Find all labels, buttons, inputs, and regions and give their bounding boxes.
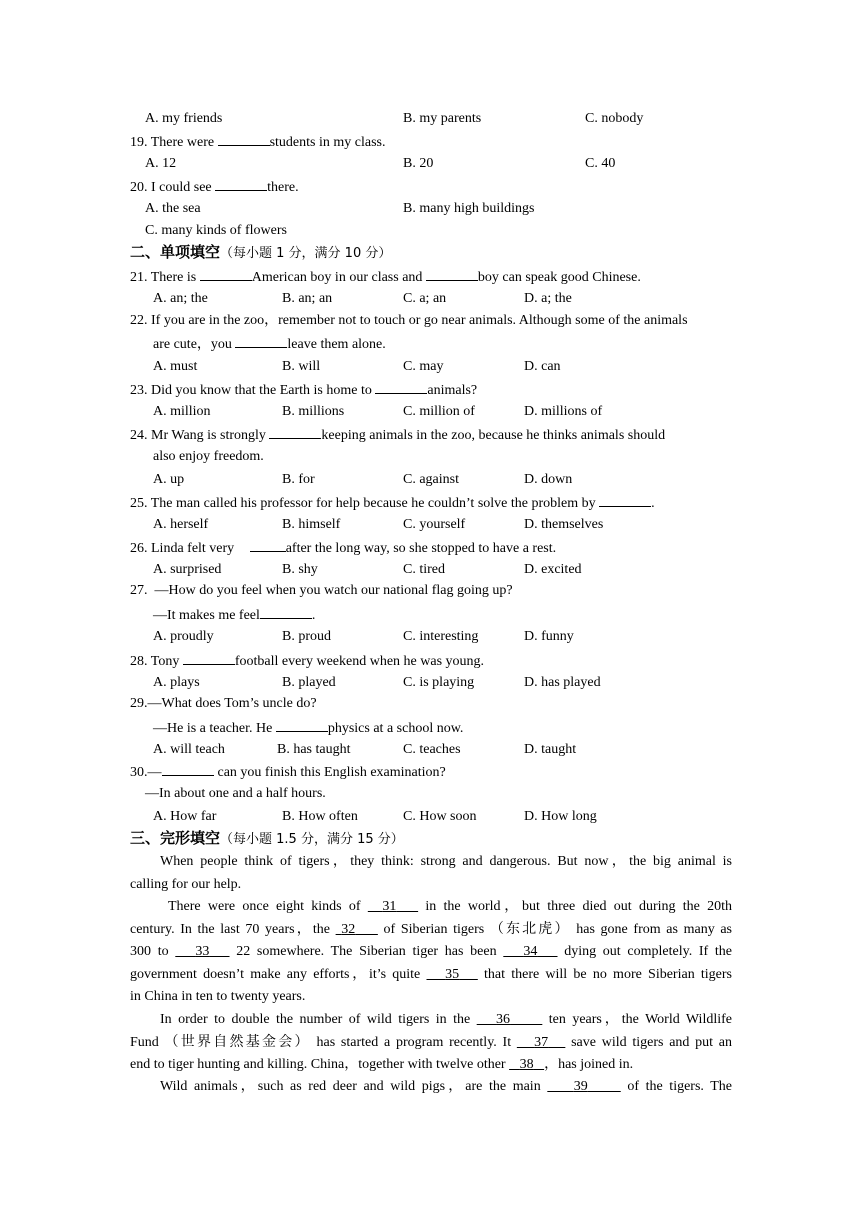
q28-stem — [130, 651, 484, 671]
passage-line — [130, 1076, 732, 1099]
q29-stem-text: —He is a teacher. He — [153, 721, 276, 736]
q28-option-c: C. is playing — [403, 675, 475, 690]
cloze-blank-36 — [477, 1012, 543, 1027]
q20-stem — [130, 177, 299, 197]
q24-stem-line1 — [130, 425, 665, 445]
passage-text: Wild animals，such as red deer and wild pigs，are the main — [160, 1079, 548, 1094]
q28-option-a: A. plays — [153, 675, 200, 690]
q18-option-c: C. nobody — [585, 111, 644, 126]
q21-stem-text: American boy in our class and — [251, 270, 426, 285]
q25-option-c: C. yourself — [403, 517, 466, 532]
passage-paragraph-4 — [130, 1076, 732, 1099]
q22-stem-line2 — [153, 334, 386, 354]
q29-option-b: B. has taught — [277, 742, 351, 757]
q21-stem-text: 21. There is — [130, 270, 200, 285]
q24-stem-text: keeping animals in the zoo, because he thinks animals should — [321, 428, 666, 443]
q19-stem-text: 19. There were — [130, 135, 218, 150]
passage-line — [130, 1032, 732, 1055]
q26-option-c: C. tired — [403, 562, 445, 577]
q22-option-d: D. can — [524, 359, 561, 374]
q21-option-d: D. a; the — [524, 291, 572, 306]
q30-stem-text: 30.— — [130, 765, 162, 780]
q27-option-a: A. proudly — [153, 629, 214, 644]
answer-blank — [183, 651, 235, 665]
q29-stem-text: physics at a school now. — [327, 721, 464, 736]
answer-blank — [250, 538, 286, 552]
q27-option-d: D. funny — [524, 629, 574, 644]
q24-stem-text: 24. Mr Wang is strongly — [130, 428, 270, 443]
q30-stem-line1 — [130, 762, 446, 782]
q20-option-a: A. the sea — [145, 201, 201, 216]
answer-blank — [218, 132, 270, 146]
q19-stem — [130, 132, 385, 152]
passage-line — [130, 1009, 732, 1032]
q28-stem-text: 28. Tony — [130, 654, 183, 669]
q19-option-c: C. 40 — [585, 156, 616, 171]
q30-option-b: B. How often — [282, 809, 358, 824]
blank-number: 33 — [195, 944, 210, 959]
passage-text: of Siberian tigers （东北虎） has gone from as many as — [377, 921, 733, 937]
q29-stem-line1: 29.—What does Tom’s uncle do? — [130, 696, 317, 711]
section-2-heading — [130, 242, 391, 264]
q27-option-b: B. proud — [282, 629, 331, 644]
passage-line — [130, 896, 732, 919]
q24-option-d: D. down — [524, 472, 573, 487]
passage-text: In order to double the number of wild tigers in the — [160, 1012, 477, 1027]
passage-text: dying out completely. If the — [557, 944, 733, 959]
q22-option-c: C. may — [403, 359, 444, 374]
answer-blank — [426, 267, 478, 281]
answer-blank — [276, 718, 328, 732]
section-3-heading — [130, 828, 404, 850]
q28-stem-text: football every weekend when he was young. — [234, 654, 485, 669]
q23-stem — [130, 380, 477, 400]
q22-stem-text: leave them alone. — [287, 337, 386, 352]
q25-stem-text: . — [651, 496, 655, 511]
blank-number: 34 — [523, 944, 538, 959]
section-note: （每小题 1.5 分，满分 15 分） — [220, 832, 404, 847]
q22-stem-line1: 22. If you are in the zoo，remember not to touch or go near animals. Although some of the animals — [130, 313, 688, 328]
q25-stem — [130, 493, 655, 513]
q27-stem-text: . — [311, 608, 316, 623]
cloze-blank-34 — [503, 944, 557, 959]
q30-stem-line2: —In about one and a half hours. — [145, 786, 326, 801]
cloze-blank-33 — [175, 944, 229, 959]
q25-option-a: A. herself — [153, 517, 209, 532]
q21-option-b: B. an; an — [282, 291, 333, 306]
passage-line — [130, 964, 732, 987]
passage-line: When people think of tigers，they think: strong and dangerous. But now，the big animal is — [160, 854, 732, 869]
q24-option-b: B. for — [282, 472, 315, 487]
q27-stem-line2 — [153, 605, 315, 625]
q19-option-a: A. 12 — [145, 156, 177, 171]
q25-stem-text: 25. The man called his professor for help because he couldn’t solve the problem by — [130, 496, 600, 511]
passage-text: There were once eight kinds of — [168, 899, 368, 914]
q29-stem-line2 — [153, 718, 463, 738]
q20-stem-text: there. — [267, 180, 299, 195]
passage-text: century. In the last 70 years，the — [130, 921, 336, 937]
section-title: 二、单项填空 — [130, 243, 221, 261]
passage-paragraph-3 — [130, 1009, 732, 1077]
q27-stem-line1: 27. —How do you feel when you watch our national flag going up? — [130, 583, 513, 598]
cloze-blank-39 — [547, 1079, 620, 1094]
q21-stem — [130, 267, 641, 287]
q28-option-d: D. has played — [524, 675, 601, 690]
passage-paragraph-2 — [130, 896, 732, 1009]
q21-option-a: A. an; the — [153, 291, 208, 306]
cloze-blank-32 — [336, 922, 378, 937]
blank-number: 39 — [573, 1079, 588, 1094]
passage-text: Fund （世界自然基金会） has started a program recently. It — [130, 1034, 517, 1050]
answer-blank — [599, 493, 651, 507]
section-title: 三、完形填空 — [130, 829, 221, 847]
answer-blank — [235, 334, 287, 348]
blank-number: 32 — [341, 921, 356, 937]
q25-option-d: D. themselves — [524, 517, 604, 532]
q24-stem-line2: also enjoy freedom. — [153, 449, 264, 464]
passage-text: save wild tigers and put an — [565, 1034, 733, 1050]
q24-option-c: C. against — [403, 472, 459, 487]
q22-stem-text: are cute，you — [153, 337, 236, 352]
q30-option-a: A. How far — [153, 809, 217, 824]
passage-text: in the world，but three died out during the 20th — [418, 899, 733, 914]
q26-stem — [130, 538, 556, 558]
cloze-blank-31 — [368, 899, 418, 914]
passage-text: end to tiger hunting and killing. China，together with twelve other — [130, 1057, 510, 1072]
passage-text: of the tigers. The — [620, 1079, 733, 1094]
passage-text: that there will be no more Siberian tigers — [477, 966, 733, 982]
q30-stem-text: can you finish this English examination? — [217, 765, 446, 780]
q29-option-d: D. taught — [524, 742, 577, 757]
q21-option-c: C. a; an — [403, 291, 447, 306]
q27-option-c: C. interesting — [403, 629, 479, 644]
answer-blank — [200, 267, 252, 281]
q18-option-a: A. my friends — [145, 111, 223, 126]
passage-line: calling for our help. — [130, 876, 242, 892]
q19-option-b: B. 20 — [403, 156, 434, 171]
q26-option-b: B. shy — [282, 562, 318, 577]
q26-stem-text: 26. Linda felt very — [130, 541, 238, 556]
q22-option-b: B. will — [282, 359, 321, 374]
q26-option-a: A. surprised — [153, 562, 222, 577]
q28-option-b: B. played — [282, 675, 336, 690]
passage-text: 300 to — [130, 944, 176, 959]
q29-option-a: A. will teach — [153, 742, 225, 757]
q20-option-c: C. many kinds of flowers — [145, 223, 287, 238]
answer-blank — [269, 425, 321, 439]
answer-blank — [215, 177, 267, 191]
blank-number: 31 — [382, 899, 397, 914]
q20-stem-text: 20. I could see — [130, 180, 216, 195]
q18-option-b: B. my parents — [403, 111, 482, 126]
q26-stem-text: after the long way, so she stopped to have a rest. — [285, 541, 557, 556]
section-note: （每小题 1 分，满分 10 分） — [220, 246, 392, 261]
q20-option-b: B. many high buildings — [403, 201, 535, 216]
q30-option-c: C. How soon — [403, 809, 477, 824]
q19-stem-text: students in my class. — [269, 135, 386, 150]
answer-blank — [260, 605, 312, 619]
passage-text: 22 somewhere. The Siberian tiger has been — [229, 944, 504, 959]
passage-text: government doesn’t make any efforts，it’s quite — [130, 966, 427, 982]
blank-number: 38 — [519, 1057, 534, 1072]
q25-option-b: B. himself — [282, 517, 341, 532]
q26-option-d: D. excited — [524, 562, 582, 577]
passage-line — [130, 941, 732, 964]
passage-line — [130, 919, 732, 942]
passage-text: ten years，the World Wildlife — [542, 1012, 732, 1027]
blank-number: 37 — [534, 1034, 549, 1050]
passage-text: ，has joined in. — [544, 1057, 634, 1072]
cloze-blank-38 — [509, 1057, 544, 1072]
cloze-blank-37 — [517, 1035, 566, 1050]
q23-stem-text: animals? — [427, 383, 478, 398]
answer-blank — [375, 380, 427, 394]
passage-line: in China in ten to twenty years. — [130, 989, 306, 1004]
blank-number: 35 — [445, 966, 460, 982]
q29-option-c: C. teaches — [403, 742, 461, 757]
blank-number: 36 — [496, 1012, 511, 1027]
q23-stem-text: 23. Did you know that the Earth is home to — [130, 383, 376, 398]
q21-stem-text: boy can speak good Chinese. — [477, 270, 641, 285]
passage-paragraph-1 — [130, 851, 732, 896]
q23-option-d: D. millions of — [524, 404, 603, 419]
q24-option-a: A. up — [153, 472, 185, 487]
q22-option-a: A. must — [153, 359, 198, 374]
cloze-blank-35 — [426, 967, 477, 982]
q27-stem-text: —It makes me feel — [153, 608, 260, 623]
q23-option-c: C. million of — [403, 404, 475, 419]
q30-option-d: D. How long — [524, 809, 597, 824]
passage-line — [130, 1054, 732, 1077]
q23-option-b: B. millions — [282, 404, 345, 419]
q23-option-a: A. million — [153, 404, 211, 419]
answer-blank — [162, 762, 214, 776]
